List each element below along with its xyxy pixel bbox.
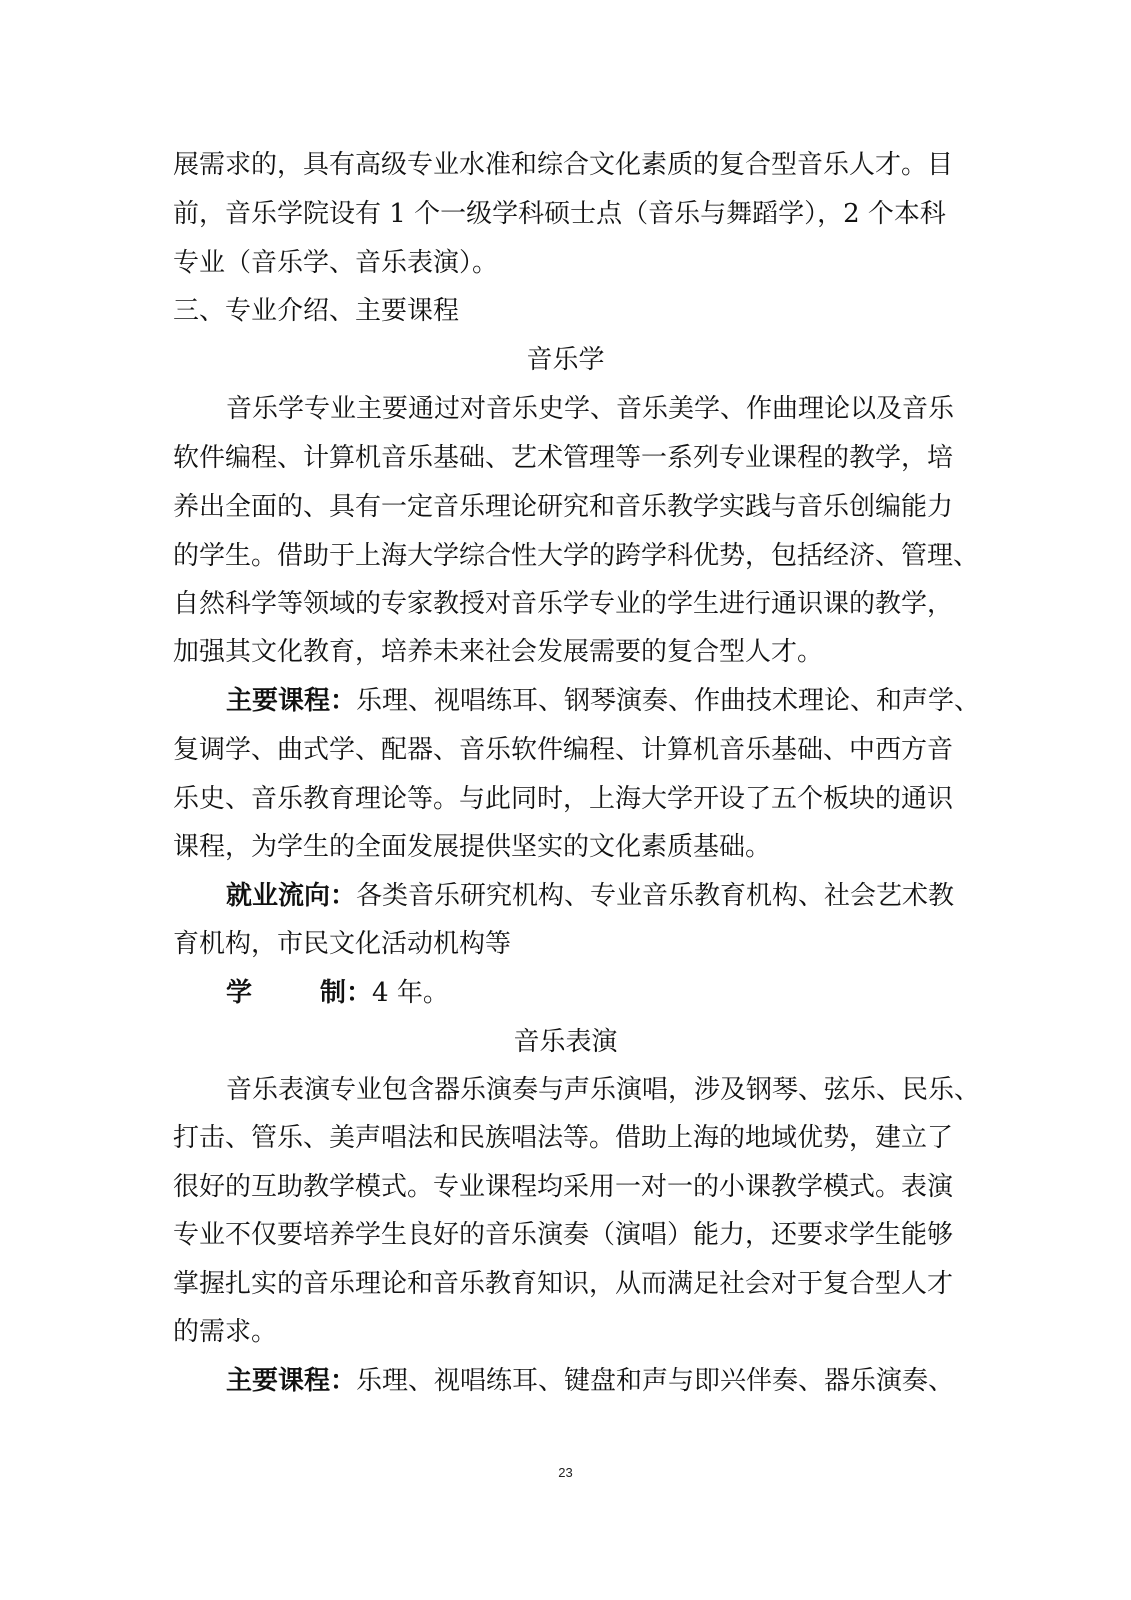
- duration-value: 4 年。: [372, 978, 449, 1008]
- musicology-courses-line-4: 课程，为学生的全面发展提供坚实的文化素质基础。: [173, 832, 772, 862]
- performance-desc-line-3: 很好的互助教学模式。专业课程均采用一对一的小课教学模式。表演: [173, 1172, 954, 1202]
- performance-desc-line-1: 音乐表演专业包含器乐演奏与声乐演唱，涉及钢琴、弦乐、民乐、: [226, 1075, 981, 1105]
- musicology-courses-line-1: [226, 686, 980, 716]
- musicology-courses-label: 主要课程：: [226, 686, 357, 716]
- musicology-desc-line-3: 养出全面的、具有一定音乐理论研究和音乐教学实践与音乐创编能力: [173, 492, 954, 522]
- performance-desc-line-6: 的需求。: [173, 1317, 278, 1347]
- musicology-desc-line-6: 加强其文化教育，培养未来社会发展需要的复合型人才。: [173, 637, 824, 667]
- performance-courses-line-1: [226, 1366, 954, 1396]
- performance-courses-text-1: 乐理、视唱练耳、键盘和声与即兴伴奏、器乐演奏、: [356, 1366, 955, 1396]
- section-heading: 三、专业介绍、主要课程: [173, 296, 460, 326]
- musicology-career-line-2: 育机构，市民文化活动机构等: [173, 929, 512, 959]
- musicology-career-line-1: [226, 881, 954, 911]
- musicology-courses-line-2: 复调学、曲式学、配器、音乐软件编程、计算机音乐基础、中西方音: [173, 735, 954, 765]
- performance-desc-line-4: 专业不仅要培养学生良好的音乐演奏（演唱）能力，还要求学生能够: [173, 1220, 954, 1250]
- page-number: 23: [558, 1465, 573, 1480]
- musicology-career-label: 就业流向：: [226, 881, 357, 911]
- duration-label-b: 制：: [320, 978, 373, 1008]
- performance-desc-line-5: 掌握扎实的音乐理论和音乐教育知识，从而满足社会对于复合型人才: [173, 1269, 954, 1299]
- musicology-desc-line-2: 软件编程、计算机音乐基础、艺术管理等一系列专业课程的教学，培: [173, 443, 954, 473]
- musicology-duration: [226, 978, 449, 1008]
- intro-line-2: 前，音乐学院设有 1 个一级学科硕士点（音乐与舞蹈学），2 个本科: [173, 199, 946, 229]
- musicology-career-text-1: 各类音乐研究机构、专业音乐教育机构、社会艺术教: [356, 881, 955, 911]
- musicology-desc-line-5: 自然科学等领域的专家教授对音乐学专业的学生进行通识课的教学，: [173, 589, 954, 619]
- musicology-courses-text-1: 乐理、视唱练耳、钢琴演奏、作曲技术理论、和声学、: [356, 686, 981, 716]
- musicology-title: 音乐学: [526, 345, 605, 375]
- musicology-courses-line-3: 乐史、音乐教育理论等。与此同时，上海大学开设了五个板块的通识: [173, 784, 954, 814]
- performance-desc-line-2: 打击、管乐、美声唱法和民族唱法等。借助上海的地域优势，建立了: [173, 1123, 954, 1153]
- performance-courses-label: 主要课程：: [226, 1366, 357, 1396]
- duration-label-a: 学: [226, 978, 253, 1008]
- musicology-desc-line-1: 音乐学专业主要通过对音乐史学、音乐美学、作曲理论以及音乐: [226, 394, 955, 424]
- musicology-desc-line-4: 的学生。借助于上海大学综合性大学的跨学科优势，包括经济、管理、: [173, 541, 980, 571]
- intro-line-1: 展需求的，具有高级专业水准和综合文化素质的复合型音乐人才。目: [173, 150, 954, 180]
- intro-line-3: 专业（音乐学、音乐表演）。: [173, 248, 499, 278]
- performance-title: 音乐表演: [513, 1027, 618, 1057]
